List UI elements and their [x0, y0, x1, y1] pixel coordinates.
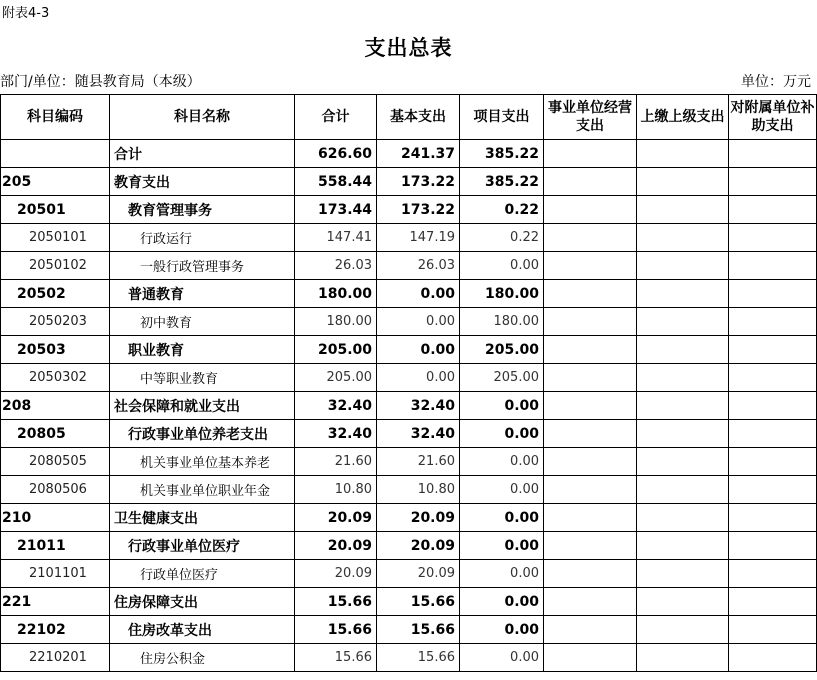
- basic-cell: 147.19: [377, 224, 460, 252]
- total-cell: 32.40: [295, 420, 377, 448]
- name-cell: 职业教育: [110, 336, 295, 364]
- code-cell: 221: [1, 588, 110, 616]
- business-cell: [544, 504, 637, 532]
- name-cell: 住房保障支出: [110, 588, 295, 616]
- basic-cell: 0.00: [377, 336, 460, 364]
- unit-label: 单位：万元: [741, 74, 811, 90]
- header-total: 合计: [295, 95, 377, 140]
- table-row: [1, 616, 817, 644]
- project-cell: 0.00: [460, 392, 544, 420]
- project-cell: 0.22: [460, 224, 544, 252]
- subsidy-cell: [729, 616, 817, 644]
- code-cell: 205: [1, 168, 110, 196]
- table-row: [1, 140, 817, 168]
- basic-cell: 26.03: [377, 252, 460, 280]
- business-cell: [544, 224, 637, 252]
- upper-cell: [637, 280, 729, 308]
- business-cell: [544, 392, 637, 420]
- business-cell: [544, 532, 637, 560]
- code-cell: 20501: [1, 196, 110, 224]
- subsidy-cell: [729, 140, 817, 168]
- upper-cell: [637, 224, 729, 252]
- code-cell: 2080506: [1, 476, 110, 504]
- name-cell: 机关事业单位基本养老: [110, 448, 295, 476]
- header-business: 事业单位经营支出: [544, 95, 637, 140]
- total-cell: 180.00: [295, 308, 377, 336]
- project-cell: 0.22: [460, 196, 544, 224]
- basic-cell: 20.09: [377, 504, 460, 532]
- table-row: [1, 560, 817, 588]
- name-cell: 行政事业单位养老支出: [110, 420, 295, 448]
- business-cell: [544, 420, 637, 448]
- table-row: [1, 448, 817, 476]
- total-cell: 205.00: [295, 364, 377, 392]
- business-cell: [544, 168, 637, 196]
- business-cell: [544, 616, 637, 644]
- table-row: [1, 224, 817, 252]
- project-cell: 0.00: [460, 616, 544, 644]
- page-title: 支出总表: [364, 36, 453, 60]
- code-cell: 2101101: [1, 560, 110, 588]
- subsidy-cell: [729, 392, 817, 420]
- upper-cell: [637, 392, 729, 420]
- upper-cell: [637, 308, 729, 336]
- subsidy-cell: [729, 280, 817, 308]
- name-cell: 卫生健康支出: [110, 504, 295, 532]
- subsidy-cell: [729, 224, 817, 252]
- basic-cell: 0.00: [377, 308, 460, 336]
- subsidy-cell: [729, 476, 817, 504]
- subsidy-cell: [729, 168, 817, 196]
- appendix-tag: 附表4-3: [2, 6, 50, 21]
- total-cell: 205.00: [295, 336, 377, 364]
- upper-cell: [637, 532, 729, 560]
- total-cell: 15.66: [295, 588, 377, 616]
- name-cell: 机关事业单位职业年金: [110, 476, 295, 504]
- subsidy-cell: [729, 308, 817, 336]
- name-cell: 初中教育: [110, 308, 295, 336]
- basic-cell: 173.22: [377, 168, 460, 196]
- upper-cell: [637, 420, 729, 448]
- code-cell: 22102: [1, 616, 110, 644]
- table-row: [1, 196, 817, 224]
- project-cell: 205.00: [460, 364, 544, 392]
- subsidy-cell: [729, 588, 817, 616]
- total-cell: 626.60: [295, 140, 377, 168]
- name-cell: 教育管理事务: [110, 196, 295, 224]
- name-cell: 一般行政管理事务: [110, 252, 295, 280]
- code-cell: 208: [1, 392, 110, 420]
- basic-cell: 15.66: [377, 588, 460, 616]
- name-cell: 社会保障和就业支出: [110, 392, 295, 420]
- header-basic: 基本支出: [377, 95, 460, 140]
- name-cell: 行政运行: [110, 224, 295, 252]
- project-cell: 0.00: [460, 560, 544, 588]
- total-cell: 558.44: [295, 168, 377, 196]
- business-cell: [544, 140, 637, 168]
- upper-cell: [637, 476, 729, 504]
- business-cell: [544, 560, 637, 588]
- basic-cell: 21.60: [377, 448, 460, 476]
- name-cell: 行政单位医疗: [110, 560, 295, 588]
- business-cell: [544, 336, 637, 364]
- total-cell: 10.80: [295, 476, 377, 504]
- business-cell: [544, 364, 637, 392]
- subsidy-cell: [729, 504, 817, 532]
- upper-cell: [637, 336, 729, 364]
- code-cell: 2050102: [1, 252, 110, 280]
- project-cell: 205.00: [460, 336, 544, 364]
- upper-cell: [637, 140, 729, 168]
- upper-cell: [637, 644, 729, 672]
- business-cell: [544, 196, 637, 224]
- business-cell: [544, 588, 637, 616]
- table-row: [1, 504, 817, 532]
- subsidy-cell: [729, 644, 817, 672]
- subsidy-cell: [729, 252, 817, 280]
- project-cell: 0.00: [460, 476, 544, 504]
- upper-cell: [637, 504, 729, 532]
- project-cell: 0.00: [460, 252, 544, 280]
- subsidy-cell: [729, 420, 817, 448]
- project-cell: 0.00: [460, 420, 544, 448]
- upper-cell: [637, 616, 729, 644]
- total-cell: 20.09: [295, 532, 377, 560]
- upper-cell: [637, 448, 729, 476]
- basic-cell: 15.66: [377, 616, 460, 644]
- total-cell: 32.40: [295, 392, 377, 420]
- table-row: [1, 532, 817, 560]
- total-cell: 21.60: [295, 448, 377, 476]
- basic-cell: 32.40: [377, 420, 460, 448]
- project-cell: 0.00: [460, 644, 544, 672]
- expenditure-table: [0, 94, 817, 672]
- table-row: [1, 308, 817, 336]
- department-label: 部门/单位：随县教育局（本级）: [0, 74, 201, 90]
- project-cell: 180.00: [460, 308, 544, 336]
- total-cell: 173.44: [295, 196, 377, 224]
- subsidy-cell: [729, 364, 817, 392]
- code-cell: 21011: [1, 532, 110, 560]
- project-cell: 180.00: [460, 280, 544, 308]
- business-cell: [544, 308, 637, 336]
- total-cell: 147.41: [295, 224, 377, 252]
- code-cell: 2050203: [1, 308, 110, 336]
- header-code: 科目编码: [1, 95, 110, 140]
- project-cell: 0.00: [460, 532, 544, 560]
- code-cell: 2210201: [1, 644, 110, 672]
- subsidy-cell: [729, 448, 817, 476]
- total-cell: 20.09: [295, 504, 377, 532]
- basic-cell: 0.00: [377, 280, 460, 308]
- total-cell: 20.09: [295, 560, 377, 588]
- code-cell: 2050302: [1, 364, 110, 392]
- code-cell: 210: [1, 504, 110, 532]
- table-row: [1, 588, 817, 616]
- header-project: 项目支出: [460, 95, 544, 140]
- basic-cell: 173.22: [377, 196, 460, 224]
- name-cell: 中等职业教育: [110, 364, 295, 392]
- table-body: [1, 140, 817, 672]
- project-cell: 0.00: [460, 504, 544, 532]
- header-upper: 上缴上级支出: [637, 95, 729, 140]
- basic-cell: 10.80: [377, 476, 460, 504]
- upper-cell: [637, 252, 729, 280]
- basic-cell: 20.09: [377, 532, 460, 560]
- table-row: [1, 420, 817, 448]
- name-cell: 住房改革支出: [110, 616, 295, 644]
- table-row: [1, 364, 817, 392]
- business-cell: [544, 644, 637, 672]
- subsidy-cell: [729, 336, 817, 364]
- upper-cell: [637, 588, 729, 616]
- total-cell: 180.00: [295, 280, 377, 308]
- business-cell: [544, 252, 637, 280]
- basic-cell: 0.00: [377, 364, 460, 392]
- subsidy-cell: [729, 560, 817, 588]
- table-row: [1, 168, 817, 196]
- name-cell: 普通教育: [110, 280, 295, 308]
- code-cell: 20805: [1, 420, 110, 448]
- project-cell: 0.00: [460, 448, 544, 476]
- project-cell: 385.22: [460, 168, 544, 196]
- table-row: [1, 476, 817, 504]
- header-name: 科目名称: [110, 95, 295, 140]
- upper-cell: [637, 196, 729, 224]
- basic-cell: 32.40: [377, 392, 460, 420]
- code-cell: 20503: [1, 336, 110, 364]
- code-cell: [1, 140, 110, 168]
- code-cell: 2080505: [1, 448, 110, 476]
- upper-cell: [637, 364, 729, 392]
- basic-cell: 20.09: [377, 560, 460, 588]
- header-subsidy: 对附属单位补助支出: [729, 95, 817, 140]
- name-cell: 行政事业单位医疗: [110, 532, 295, 560]
- code-cell: 20502: [1, 280, 110, 308]
- basic-cell: 241.37: [377, 140, 460, 168]
- business-cell: [544, 280, 637, 308]
- total-cell: 26.03: [295, 252, 377, 280]
- header-row: [1, 95, 817, 140]
- name-cell: 教育支出: [110, 168, 295, 196]
- total-cell: 15.66: [295, 644, 377, 672]
- table-row: [1, 252, 817, 280]
- table-row: [1, 644, 817, 672]
- project-cell: 0.00: [460, 588, 544, 616]
- table-row: [1, 336, 817, 364]
- table-row: [1, 392, 817, 420]
- table-row: [1, 280, 817, 308]
- upper-cell: [637, 168, 729, 196]
- total-cell: 15.66: [295, 616, 377, 644]
- project-cell: 385.22: [460, 140, 544, 168]
- business-cell: [544, 476, 637, 504]
- business-cell: [544, 448, 637, 476]
- name-cell: 合计: [110, 140, 295, 168]
- upper-cell: [637, 560, 729, 588]
- code-cell: 2050101: [1, 224, 110, 252]
- basic-cell: 15.66: [377, 644, 460, 672]
- name-cell: 住房公积金: [110, 644, 295, 672]
- subsidy-cell: [729, 196, 817, 224]
- subsidy-cell: [729, 532, 817, 560]
